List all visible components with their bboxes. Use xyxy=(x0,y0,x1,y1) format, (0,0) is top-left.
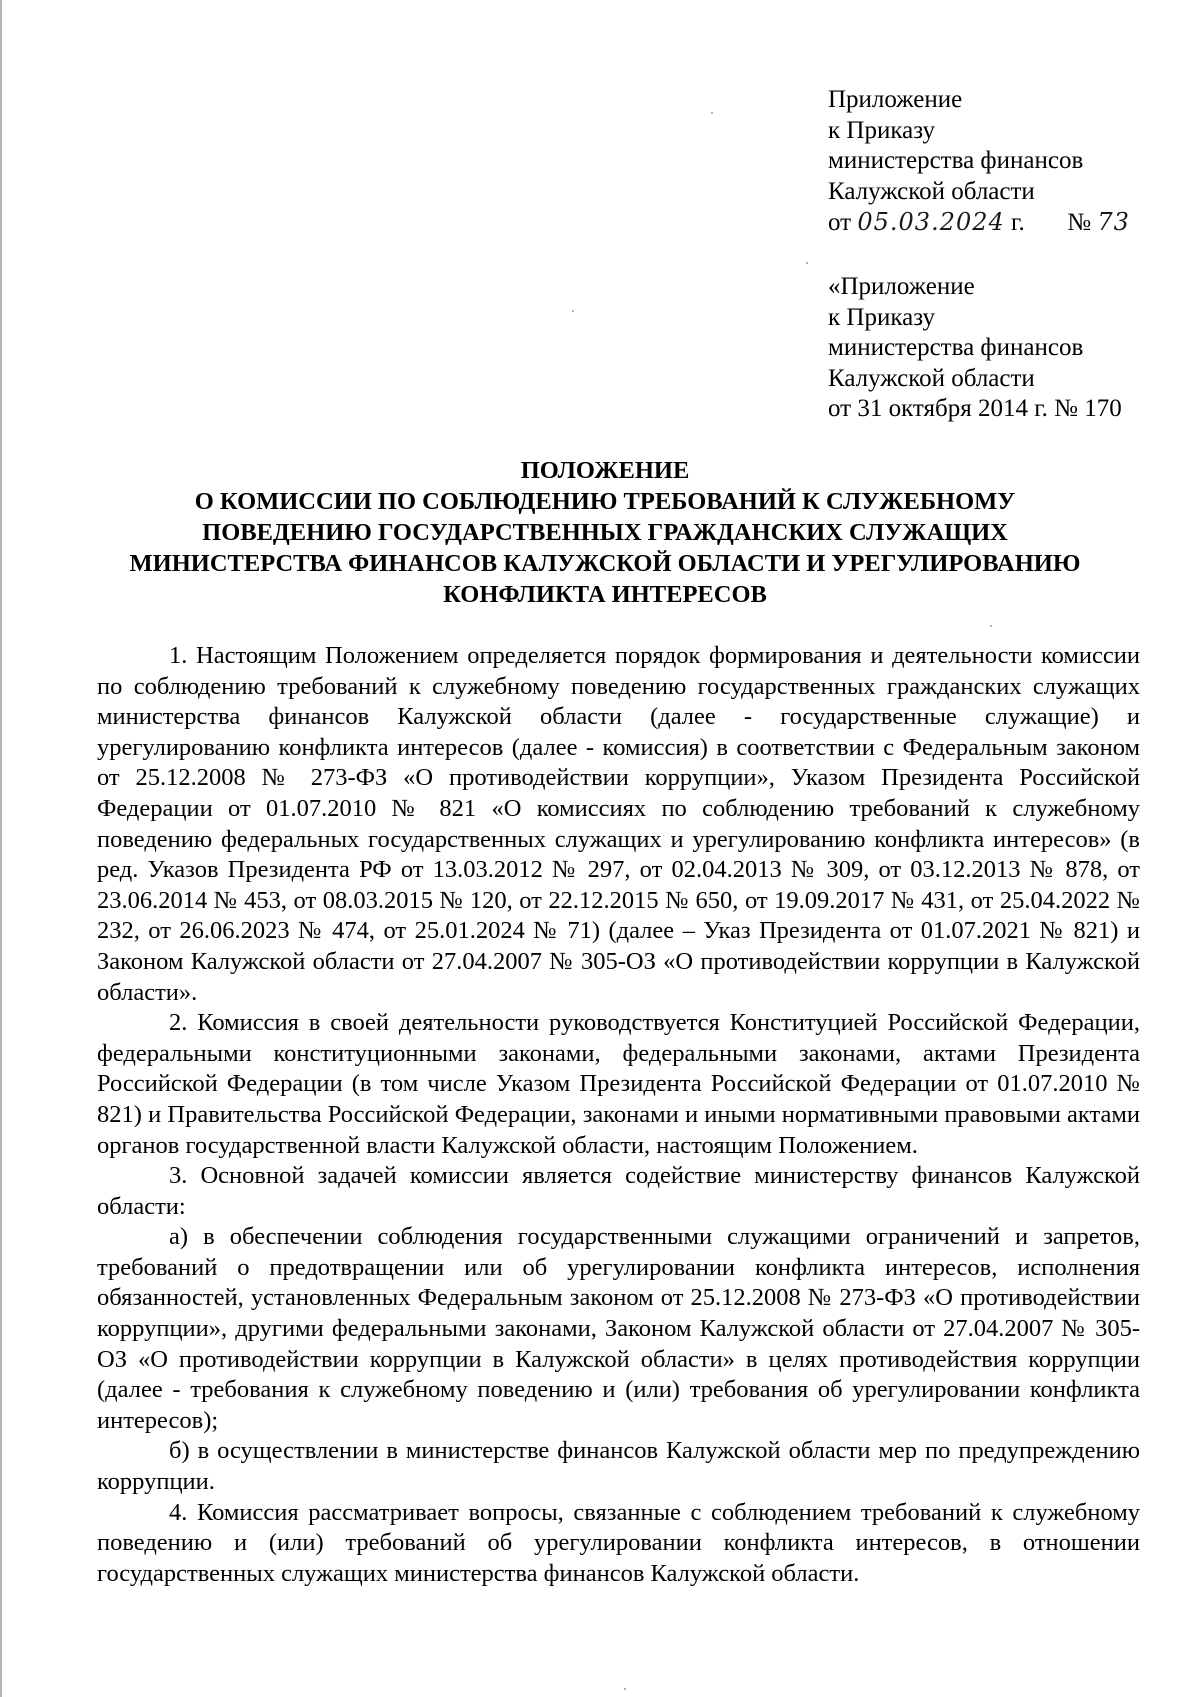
appendix-line: министерства финансов xyxy=(828,334,1084,361)
title-line: ПОЛОЖЕНИЕ xyxy=(520,457,690,484)
appendix-line: Калужской области xyxy=(828,177,1035,205)
handwritten-number: 73 xyxy=(1097,208,1130,236)
title-line: ПОВЕДЕНИЮ ГОСУДАРСТВЕННЫХ ГРАЖДАНСКИХ СЛУЖАЩИХ xyxy=(202,519,1008,546)
appendix-line: «Приложение xyxy=(828,273,975,300)
handwritten-date: 05.03.2024 xyxy=(857,208,1005,236)
appendix-line: к Приказу xyxy=(828,303,936,331)
appendix-line: Калужской области xyxy=(828,364,1035,392)
date-prefix: от xyxy=(828,209,852,236)
title-line: О КОМИССИИ ПО СОБЛЮДЕНИЮ ТРЕБОВАНИЙ К СЛУЖЕБНОМУ xyxy=(194,488,1016,515)
scan-speck xyxy=(990,625,992,627)
title-line: КОНФЛИКТА ИНТЕРЕСОВ xyxy=(443,581,767,608)
paragraph-1: 1. Настоящим Положением определяется порядок формирования и деятельности комиссии по соблюдению требований к служебному поведению государственных гражданских служащих министерства финансов Калужской области (далее - государственные служащие) и урегулированию конфликта интересов (далее - комиссия) в соответствии с Федеральным законом от 25.12.2008 № 273-ФЗ «О противодействии коррупции», Указом Президента Российской Федерации от 01.07.2010 № 821 «О комиссиях по соблюдению требований к служебному поведению федеральных государственных служащих и урегулированию конфликта интересов» (в ред. Указов Президента РФ от 13.03.2012 № 297, от 02.04.2013 № 309, от 03.12.2013 № 878, от 23.06.2014 № 453, от 08.03.2015 № 120, от 22.12.2015 № 650, от 19.09.2017 № 431, от 25.04.2022 № 232, от 26.06.2023 № 474, от 25.01.2024 № 71) (далее – Указ Президента от 01.07.2021 № 821) и Законом Калужской области от 27.04.2007 № 305-ОЗ «О противодействии коррупции в Калужской области». xyxy=(97,642,1140,1006)
title-line: МИНИСТЕРСТВА ФИНАНСОВ КАЛУЖСКОЙ ОБЛАСТИ И УРЕГУЛИРОВАНИЮ xyxy=(129,550,1081,577)
paragraph-3: 3. Основной задачей комиссии является содействие министерству финансов Калужской области: xyxy=(97,1162,1140,1220)
paragraph-2: 2. Комиссия в своей деятельности руководствуется Конституцией Российской Федерации, федеральными конституционными законами, федеральными законами, актами Президента Российской Федерации (в том числе Указом Президента Российской Федерации от 01.07.2010 № 821) и Правительства Российской Федерации, законами и иными нормативными правовыми актами органов государственной власти Калужской области, настоящим Положением. xyxy=(97,1009,1140,1159)
scan-edge xyxy=(0,0,2,1697)
document-title xyxy=(90,455,1120,610)
scan-speck xyxy=(624,1688,626,1690)
paragraph-3a: а) в обеспечении соблюдения государственными служащими ограничений и запретов, требований о предотвращении или об урегулировании конфликта интересов, исполнения обязанностей, установленных Федеральным законом от 25.12.2008 № 273-ФЗ «О противодействии коррупции», другими федеральными законами, Законом Калужской области от 27.04.2007 № 305-ОЗ «О противодействии коррупции в Калужской области» в целях противодействия коррупции (далее - требования к служебному поведению и (или) требования об урегулировании конфликта интересов); xyxy=(97,1223,1140,1434)
appendix-date-line xyxy=(828,207,1168,239)
appendix-line: Приложение xyxy=(828,86,963,113)
appendix-line: к Приказу xyxy=(828,116,936,144)
year-suffix: г. xyxy=(1011,209,1025,236)
appendix-line: министерства финансов xyxy=(828,147,1084,174)
appendix-line: от 31 октября 2014 г. № 170 xyxy=(828,395,1122,422)
appendix-header xyxy=(828,85,1168,239)
paragraph-3b: б) в осуществлении в министерстве финансов Калужской области мер по предупреждению коррупции. xyxy=(97,1437,1140,1496)
number-sign: № xyxy=(1067,209,1092,236)
scan-speck xyxy=(806,262,808,264)
document-body xyxy=(97,641,1140,1589)
paragraph-4: 4. Комиссия рассматривает вопросы, связанные с соблюдением требований к служебному поведению и (или) требований об урегулировании конфликта интересов, в отношении государственных служащих министерства финансов Калужской области. xyxy=(97,1498,1140,1587)
scan-speck xyxy=(572,310,574,312)
quoted-appendix-header xyxy=(828,272,1168,425)
scan-speck xyxy=(711,112,713,114)
